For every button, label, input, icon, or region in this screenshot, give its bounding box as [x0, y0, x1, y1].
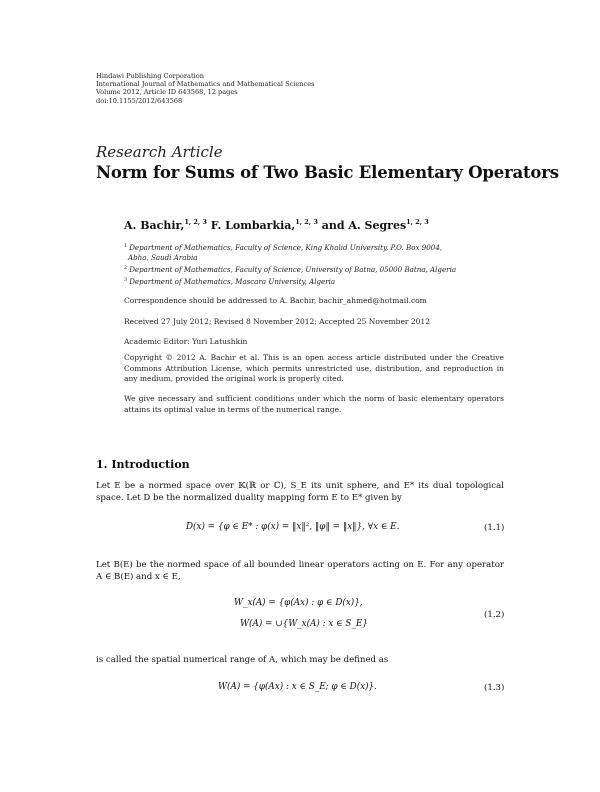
- author-name: A. Bachir,: [124, 219, 185, 232]
- doi-line: doi:10.1155/2012/643568: [96, 96, 183, 105]
- publisher-line: Hindawi Publishing Corporation: [96, 72, 204, 80]
- affiliation: $^1$ Department of Mathematics, Faculty of Science, King Khalid University, P.O. Box 9004, Abha, Saudi Arabia: [124, 243, 443, 262]
- author-affiliation-marker: 1, 2, 3: [295, 218, 318, 226]
- affiliation: $^2$ Department of Mathematics, Faculty of Science, University of Batna, 05000 Batna, Algeria: [124, 265, 457, 274]
- equation: D(x) = {φ ∈ E* : φ(x) = ‖x‖², ‖φ‖ = ‖x‖}, ∀x ∈ E.: [186, 522, 400, 532]
- editor-line: Academic Editor: Yuri Latushkin: [124, 337, 248, 346]
- equation: W(A) = {φ(Ax) : x ∈ S_E; φ ∈ D(x)}.: [218, 682, 377, 692]
- volume-line: Volume 2012, Article ID 643568, 12 pages: [96, 88, 238, 97]
- dates-line: Received 27 July 2012; Revised 8 November 2012; Accepted 25 November 2012: [124, 317, 430, 326]
- equation-number: (1.3): [484, 683, 505, 693]
- copyright-notice: Copyright © 2012 A. Bachir et al. This is an open access article distributed under the Creative Commons Attribution License, which permits unrestricted use, distribution, and reproduction in any medium, provided the original work is properly cited.: [124, 353, 504, 383]
- body-paragraph: Let B(E) be the normed space of all bounded linear operators acting on E. For any operator A ∈ B(E) and x ∈ E,: [96, 560, 504, 583]
- article-type: Research Article: [96, 143, 223, 161]
- affiliation: $^3$ Department of Mathematics, Mascara University, Algeria: [124, 277, 336, 286]
- author-affiliation-marker: 1, 2, 3: [406, 218, 429, 226]
- journal-header: [96, 72, 315, 105]
- equation-number: (1.1): [484, 523, 505, 533]
- abstract: We give necessary and sufficient conditions under which the norm of basic elementary operators attains its optimal value in terms of the numerical range.: [124, 394, 504, 414]
- author-name: F. Lombarkia,: [206, 219, 296, 232]
- paper-title: Norm for Sums of Two Basic Elementary Operators: [96, 163, 559, 182]
- author-list: [124, 218, 429, 232]
- author-name: and A. Segres: [317, 219, 407, 232]
- body-paragraph: is called the spatial numerical range of A, which may be defined as: [96, 655, 389, 665]
- equation: W_x(A) = {φ(Ax) : φ ∈ D(x)},: [234, 598, 363, 608]
- journal-name: International Journal of Mathematics and Mathematical Sciences: [96, 80, 315, 89]
- body-paragraph: Let E be a normed space over 𝕂(ℝ or ℂ), S_E its unit sphere, and E* its dual topological space. Let D be the normalized duality mapping form E to E* given by: [96, 481, 504, 504]
- author-affiliation-marker: 1, 2, 3: [184, 218, 207, 226]
- equation: W(A) = ∪{W_x(A) : x ∈ S_E}: [240, 619, 368, 629]
- equation-number: (1.2): [484, 610, 505, 620]
- correspondence-line: Correspondence should be addressed to A. Bachir, bachir_ahmed@hotmail.com: [124, 296, 427, 305]
- section-heading: 1. Introduction: [96, 458, 190, 471]
